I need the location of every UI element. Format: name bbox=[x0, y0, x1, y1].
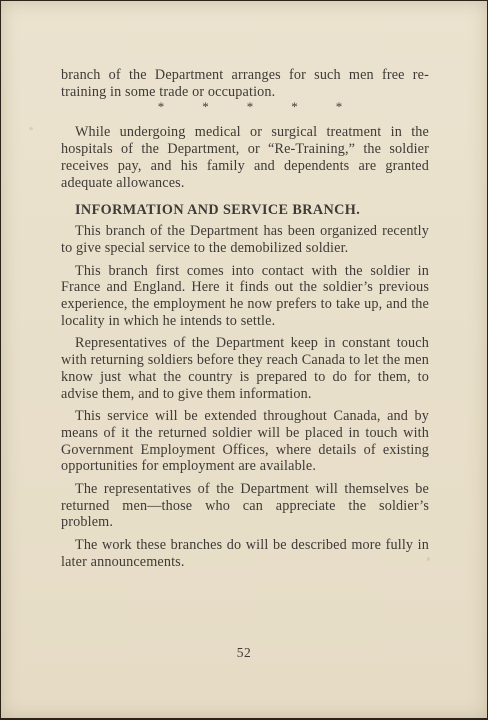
page-number: 52 bbox=[236, 645, 252, 660]
paragraph-treatment-pay: While undergoing medical or surgical treatment in the hospitals of the Department, or “Re-Training,” the soldier receives pay, and his family and dependents are granted adequate allowances. bbox=[61, 124, 429, 191]
section-heading: INFORMATION AND SERVICE BRANCH. bbox=[75, 202, 361, 219]
asterisk: * bbox=[335, 99, 343, 115]
paragraph-service-extended: This service will be extended throughout Canada, and by means of it the returned soldier will be placed in touch with Government Employment Offices, where details of existing opportunities for employment are available. bbox=[61, 408, 429, 475]
section-divider-asterisks bbox=[61, 100, 429, 114]
asterisk: * bbox=[157, 99, 165, 115]
asterisk: * bbox=[291, 99, 298, 115]
paragraph-returned-men: The representatives of the Department will themselves be returned men—those who can appreciate the soldier’s problem. bbox=[61, 481, 429, 531]
asterisk: * bbox=[246, 99, 254, 115]
page-text-column bbox=[61, 67, 429, 571]
paragraph-later-announcements: The work these branches do will be described more fully in later announcements. bbox=[61, 537, 429, 570]
asterisk: * bbox=[202, 99, 209, 115]
paper-stain bbox=[29, 127, 33, 130]
paragraph-branch-organized: This branch of the Department has been organized recently to give special service to the demobilized soldier. bbox=[61, 223, 429, 256]
paragraph-retraining-continued: branch of the Department arranges for such men free re-training in some trade or occupation. bbox=[61, 67, 429, 100]
paragraph-france-england: This branch first comes into contact with the soldier in France and England. Here it finds out the soldier’s previous experience, the employment he now prefers to take up, and the locality in which he intends to settle. bbox=[61, 262, 429, 329]
paragraph-representatives: Representatives of the Department keep in constant touch with returning soldiers before they reach Canada to let the men know just what the country is prepared to do for them, to advise them, and to give them information. bbox=[61, 335, 429, 402]
book-page bbox=[1, 1, 487, 718]
